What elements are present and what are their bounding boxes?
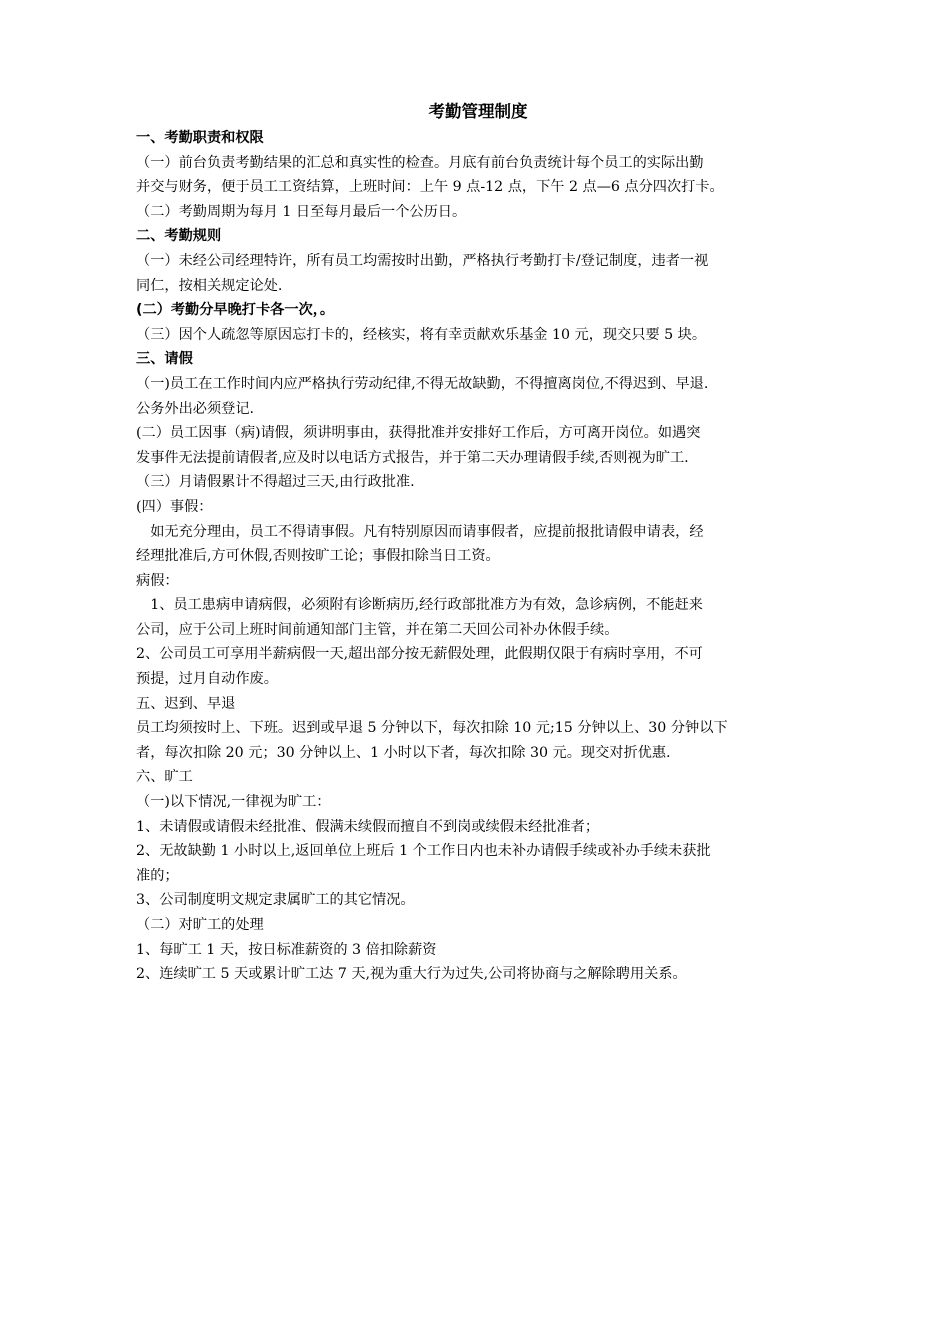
paragraph-line: （一）未经公司经理特许，所有员工均需按时出勤，严格执行考勤打卡/登记制度，违者一视 bbox=[136, 252, 709, 269]
paragraph-line: 病假： bbox=[136, 572, 179, 589]
paragraph-line: 员工均须按时上、下班。迟到或早退 5 分钟以下，每次扣除 10 元;15 分钟以上、30 分钟以下 bbox=[136, 720, 728, 737]
document-title: 考勤管理制度 bbox=[428, 102, 528, 121]
paragraph-line: （一)以下情况,一律视为旷工： bbox=[136, 794, 331, 811]
paragraph-line: （一）前台负责考勤结果的汇总和真实性的检查。月底有前台负责统计每个员工的实际出勤 bbox=[136, 154, 704, 171]
paragraph-line-bold: (二）考勤分早晚打卡各一次，。 bbox=[136, 302, 335, 319]
paragraph-line: 2、无故缺勤 1 小时以上,返回单位上班后 1 个工作日内也未补办请假手续或补办手续未获批 bbox=[136, 843, 711, 860]
paragraph-line: 准的； bbox=[136, 867, 179, 884]
paragraph-line: 1、未请假或请假未经批准、假满未续假而擅自不到岗或续假未经批准者； bbox=[136, 818, 600, 835]
paragraph-line: 预提，过月自动作废。 bbox=[136, 671, 278, 688]
paragraph-line: （三）因个人疏忽等原因忘打卡的，经核实，将有幸贡献欢乐基金 10 元，现交只要 5 块。 bbox=[136, 326, 707, 343]
paragraph-line: 同仁，按相关规定论处. bbox=[136, 277, 283, 294]
paragraph-line: （三）月请假累计不得超过三天,由行政批准. bbox=[136, 474, 415, 491]
paragraph-line: 如无充分理由，员工不得请事假。凡有特别原因而请事假者，应提前报批请假申请表，经 bbox=[136, 523, 704, 540]
paragraph-line: (四）事假： bbox=[136, 498, 213, 515]
paragraph-line: 公司，应于公司上班时间前通知部门主管，并在第二天回公司补办休假手续。 bbox=[136, 621, 619, 638]
paragraph-line: (二）员工因事（病)请假，须讲明事由，获得批准并安排好工作后，方可离开岗位。如遇突 bbox=[136, 425, 701, 442]
paragraph-line: 2、公司员工可享用半薪病假一天,超出部分按无薪假处理，此假期仅限于有病时享用，不可 bbox=[136, 646, 703, 663]
paragraph-line: 3、公司制度明文规定隶属旷工的其它情况。 bbox=[136, 892, 415, 909]
section-heading-1: 一、考勤职责和权限 bbox=[136, 130, 264, 146]
paragraph-line: 发事件无法提前请假者,应及时以电话方式报告，并于第二天办理请假手续,否则视为旷工. bbox=[136, 449, 689, 466]
paragraph-line: （二）考勤周期为每月 1 日至每月最后一个公历日。 bbox=[136, 203, 467, 220]
paragraph-line: 1、每旷工 1 天，按日标准薪资的 3 倍扣除薪资 bbox=[136, 941, 437, 958]
document-page bbox=[136, 101, 820, 987]
paragraph-line: 者，每次扣除 20 元；30 分钟以上、1 小时以下者，每次扣除 30 元。现交对折优惠. bbox=[136, 744, 671, 761]
paragraph-line: 经理批准后,方可休假,否则按旷工论；事假扣除当日工资。 bbox=[136, 548, 500, 565]
paragraph-line: 并交与财务，便于员工工资结算，上班时间：上午 9 点-12 点，下午 2 点—6 点分四次打卡。 bbox=[136, 179, 724, 196]
section-heading-3: 三、请假 bbox=[136, 351, 193, 368]
paragraph-line: 2、连续旷工 5 天或累计旷工达 7 天,视为重大行为过失,公司将协商与之解除聘用关系。 bbox=[136, 966, 687, 983]
paragraph-line: （一)员工在工作时间内应严格执行劳动纪律,不得无故缺勤，不得擅离岗位,不得迟到、早退. bbox=[136, 375, 709, 392]
section-heading-5: 五、迟到、早退 bbox=[136, 695, 236, 712]
paragraph-line: （二）对旷工的处理 bbox=[136, 917, 264, 933]
paragraph-line: 公务外出必须登记. bbox=[136, 400, 255, 417]
section-heading-2: 二、考勤规则 bbox=[136, 228, 222, 245]
section-heading-6: 六、旷工 bbox=[136, 769, 193, 786]
paragraph-line: 1、员工患病申请病假，必须附有诊断病历,经行政部批准方为有效，急诊病例，不能赶来 bbox=[136, 597, 703, 614]
